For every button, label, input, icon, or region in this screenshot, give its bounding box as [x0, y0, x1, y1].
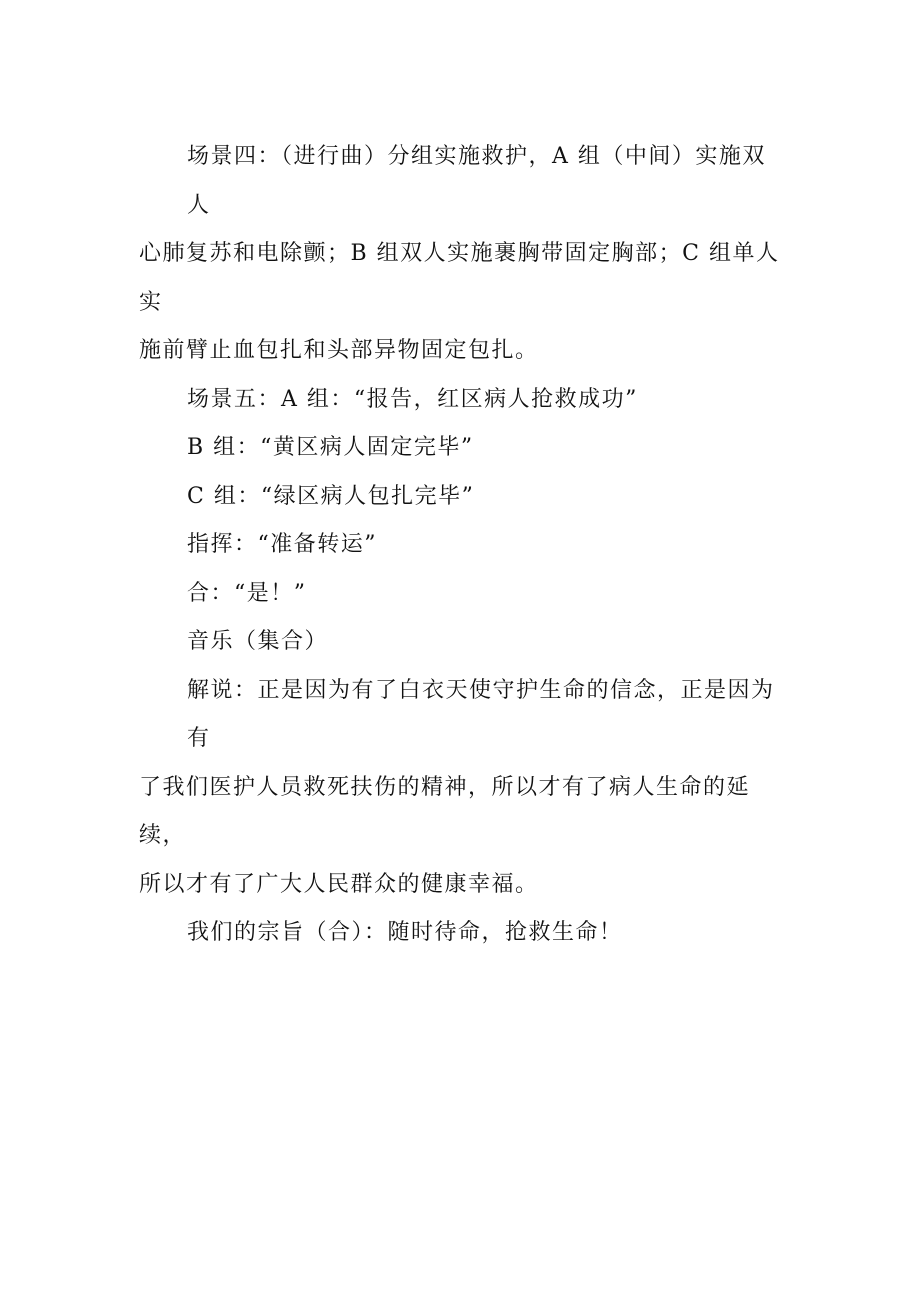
text-line: 解说：正是因为有了白衣天使守护生命的信念，正是因为有	[187, 677, 775, 751]
text-line: 场景四：（进行曲）分组实施救护，A 组（中间）实施双人	[187, 144, 766, 218]
text-line: 施前臂止血包扎和头部异物固定包扎。	[139, 338, 539, 363]
document-body	[139, 133, 789, 958]
paragraph-scene-four	[139, 133, 789, 376]
text-line: B 组：“黄区病人固定完毕”	[187, 435, 474, 460]
paragraph-narration	[139, 667, 789, 910]
paragraph-commander	[139, 521, 789, 570]
paragraph-motto	[139, 909, 789, 958]
paragraph-together	[139, 570, 789, 619]
text-line: 所以才有了广大人民群众的健康幸福。	[139, 871, 539, 897]
text-line: 音乐（集合）	[187, 629, 329, 654]
paragraph-scene-five	[139, 376, 789, 425]
text-line: 心肺复苏和电除颤；B 组双人实施裹胸带固定胸部；C 组单人实	[139, 241, 780, 315]
text-line: 我们的宗旨（合）：随时待命，抢救生命！	[187, 920, 623, 945]
paragraph-music	[139, 618, 789, 667]
text-line: 场景五：A 组：“报告，红区病人抢救成功”	[187, 386, 638, 412]
paragraph-group-c	[139, 473, 789, 522]
text-line: 了我们医护人员救死扶伤的精神，所以才有了病人生命的延续，	[139, 774, 751, 848]
text-line: 合：“是！”	[187, 580, 307, 606]
text-line: C 组：“绿区病人包扎完毕”	[187, 483, 475, 509]
paragraph-group-b	[139, 424, 789, 473]
text-line: 指挥：“准备转运”	[187, 532, 377, 557]
